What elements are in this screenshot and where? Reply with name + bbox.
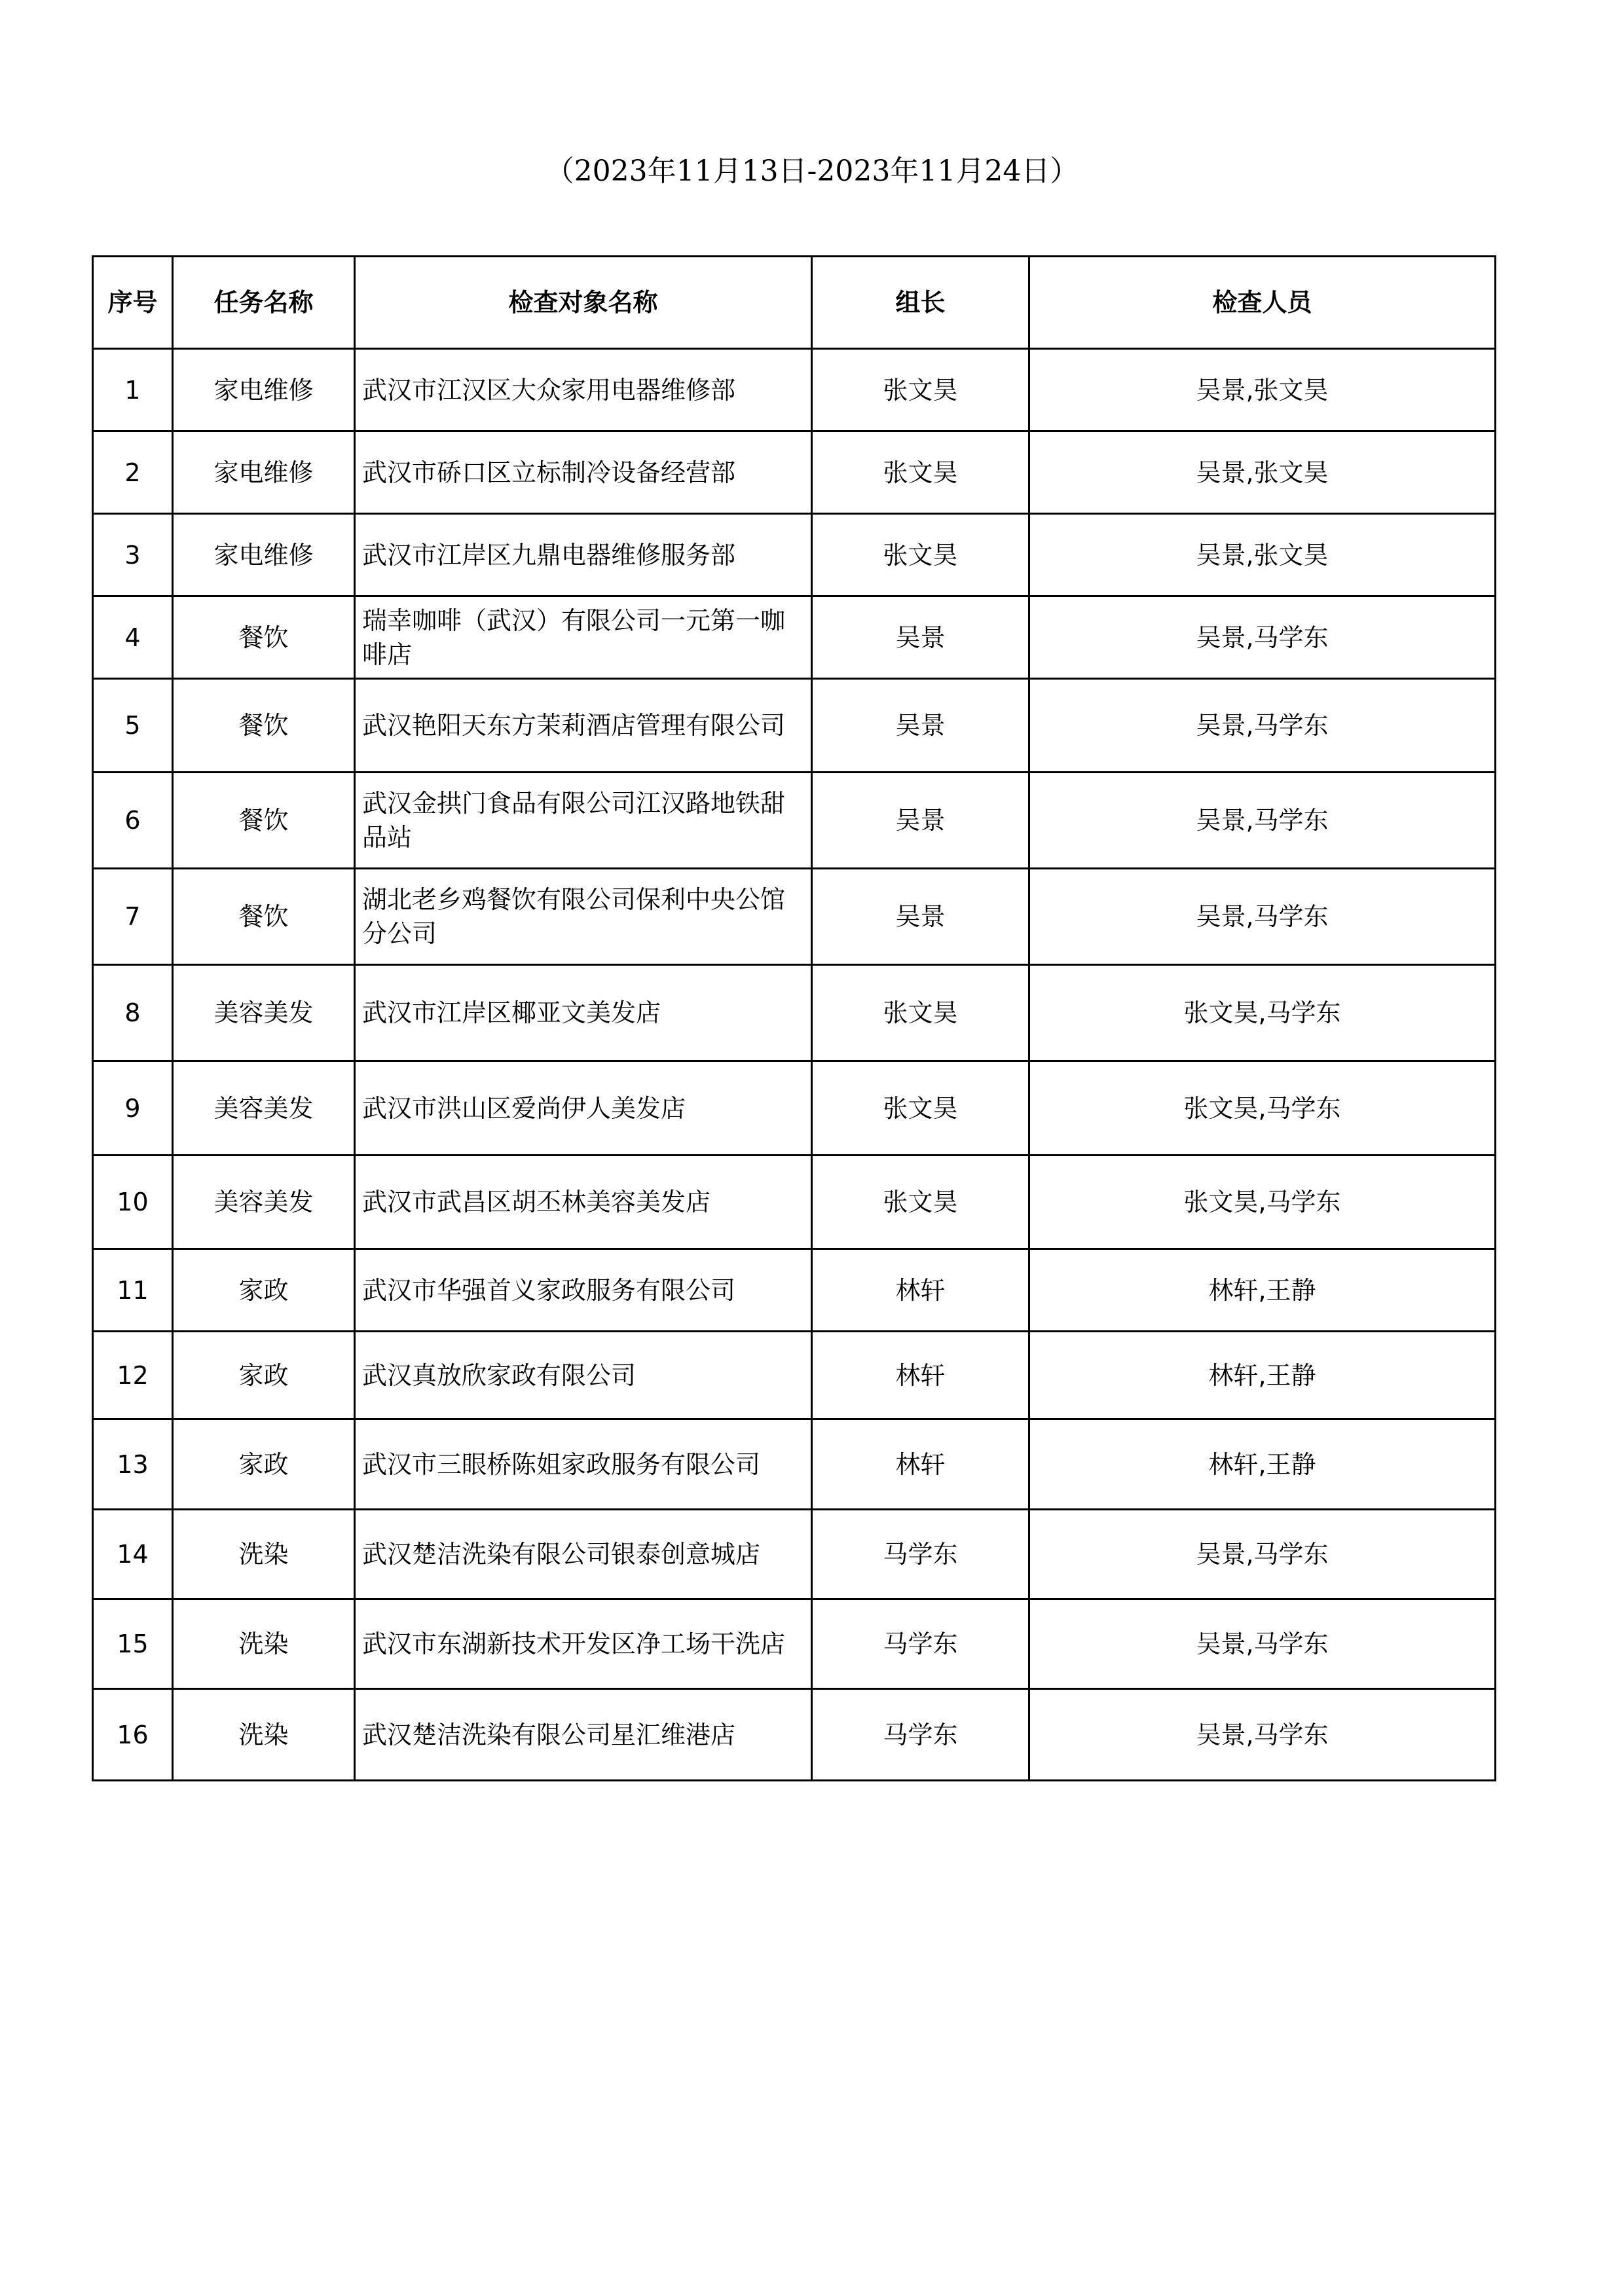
cell-inspectors: 吴景,马学东: [1029, 1599, 1496, 1689]
cell-task: 餐饮: [173, 773, 355, 869]
table-row: [93, 869, 1496, 965]
cell-index: 3: [93, 514, 173, 596]
cell-index: 14: [93, 1510, 173, 1599]
table-row: [93, 1419, 1496, 1510]
cell-task: 家政: [173, 1419, 355, 1510]
cell-inspectors: 林轩,王静: [1029, 1249, 1496, 1332]
cell-index: 11: [93, 1249, 173, 1332]
cell-target: 瑞幸咖啡（武汉）有限公司一元第一咖啡店: [355, 596, 812, 679]
cell-target: 武汉楚洁洗染有限公司星汇维港店: [355, 1689, 812, 1781]
cell-index: 6: [93, 773, 173, 869]
cell-task: 美容美发: [173, 1156, 355, 1249]
cell-leader: 吴景: [812, 773, 1029, 869]
table-row: [93, 1156, 1496, 1249]
cell-leader: 张文昊: [812, 965, 1029, 1061]
header-task: 任务名称: [173, 257, 355, 349]
table-row: [93, 1599, 1496, 1689]
header-index: 序号: [93, 257, 173, 349]
cell-inspectors: 吴景,张文昊: [1029, 349, 1496, 431]
cell-leader: 林轩: [812, 1332, 1029, 1419]
cell-task: 餐饮: [173, 679, 355, 773]
table-row: [93, 1689, 1496, 1781]
cell-inspectors: 吴景,张文昊: [1029, 431, 1496, 514]
cell-task: 餐饮: [173, 596, 355, 679]
cell-inspectors: 吴景,马学东: [1029, 1510, 1496, 1599]
cell-target: 武汉市江岸区九鼎电器维修服务部: [355, 514, 812, 596]
table-row: [93, 1061, 1496, 1156]
cell-target: 武汉市洪山区爱尚伊人美发店: [355, 1061, 812, 1156]
table-header-row: [93, 257, 1496, 349]
table-row: [93, 431, 1496, 514]
header-target: 检查对象名称: [355, 257, 812, 349]
cell-task: 洗染: [173, 1689, 355, 1781]
table-row: [93, 965, 1496, 1061]
cell-target: 武汉金拱门食品有限公司江汉路地铁甜品站: [355, 773, 812, 869]
cell-inspectors: 张文昊,马学东: [1029, 1061, 1496, 1156]
cell-leader: 张文昊: [812, 1156, 1029, 1249]
cell-leader: 马学东: [812, 1599, 1029, 1689]
cell-task: 家电维修: [173, 349, 355, 431]
cell-leader: 张文昊: [812, 1061, 1029, 1156]
cell-index: 5: [93, 679, 173, 773]
cell-target: 武汉市华强首义家政服务有限公司: [355, 1249, 812, 1332]
cell-inspectors: 吴景,马学东: [1029, 596, 1496, 679]
cell-leader: 马学东: [812, 1689, 1029, 1781]
cell-index: 10: [93, 1156, 173, 1249]
cell-leader: 林轩: [812, 1249, 1029, 1332]
cell-index: 8: [93, 965, 173, 1061]
table-row: [93, 773, 1496, 869]
cell-index: 4: [93, 596, 173, 679]
cell-inspectors: 林轩,王静: [1029, 1332, 1496, 1419]
cell-index: 2: [93, 431, 173, 514]
cell-task: 美容美发: [173, 965, 355, 1061]
cell-task: 餐饮: [173, 869, 355, 965]
cell-inspectors: 吴景,马学东: [1029, 773, 1496, 869]
cell-inspectors: 吴景,马学东: [1029, 679, 1496, 773]
cell-target: 武汉艳阳天东方茉莉酒店管理有限公司: [355, 679, 812, 773]
cell-index: 13: [93, 1419, 173, 1510]
cell-task: 家电维修: [173, 514, 355, 596]
cell-target: 武汉市东湖新技术开发区净工场干洗店: [355, 1599, 812, 1689]
cell-leader: 吴景: [812, 679, 1029, 773]
cell-inspectors: 张文昊,马学东: [1029, 965, 1496, 1061]
cell-task: 洗染: [173, 1599, 355, 1689]
cell-target: 武汉真放欣家政有限公司: [355, 1332, 812, 1419]
cell-inspectors: 吴景,马学东: [1029, 1689, 1496, 1781]
cell-task: 美容美发: [173, 1061, 355, 1156]
cell-leader: 吴景: [812, 869, 1029, 965]
cell-inspectors: 林轩,王静: [1029, 1419, 1496, 1510]
cell-target: 武汉市江岸区椰亚文美发店: [355, 965, 812, 1061]
cell-task: 家政: [173, 1332, 355, 1419]
cell-inspectors: 张文昊,马学东: [1029, 1156, 1496, 1249]
cell-target: 武汉市三眼桥陈姐家政服务有限公司: [355, 1419, 812, 1510]
date-range-heading: （2023年11月13日-2023年11月24日）: [545, 155, 1079, 188]
cell-target: 武汉楚洁洗染有限公司银泰创意城店: [355, 1510, 812, 1599]
cell-index: 15: [93, 1599, 173, 1689]
cell-index: 9: [93, 1061, 173, 1156]
cell-inspectors: 吴景,马学东: [1029, 869, 1496, 965]
cell-index: 7: [93, 869, 173, 965]
table-row: [93, 679, 1496, 773]
cell-index: 12: [93, 1332, 173, 1419]
cell-leader: 张文昊: [812, 514, 1029, 596]
cell-leader: 张文昊: [812, 431, 1029, 514]
cell-leader: 马学东: [812, 1510, 1029, 1599]
header-leader: 组长: [812, 257, 1029, 349]
inspection-table: [92, 255, 1496, 1781]
cell-index: 1: [93, 349, 173, 431]
cell-inspectors: 吴景,张文昊: [1029, 514, 1496, 596]
table-row: [93, 1249, 1496, 1332]
table-row: [93, 1510, 1496, 1599]
cell-target: 武汉市硚口区立标制冷设备经营部: [355, 431, 812, 514]
table-row: [93, 596, 1496, 679]
cell-target: 湖北老乡鸡餐饮有限公司保利中央公馆分公司: [355, 869, 812, 965]
table-row: [93, 349, 1496, 431]
cell-leader: 吴景: [812, 596, 1029, 679]
table-row: [93, 514, 1496, 596]
cell-task: 家电维修: [173, 431, 355, 514]
cell-target: 武汉市江汉区大众家用电器维修部: [355, 349, 812, 431]
cell-leader: 张文昊: [812, 349, 1029, 431]
cell-task: 洗染: [173, 1510, 355, 1599]
cell-leader: 林轩: [812, 1419, 1029, 1510]
header-inspectors: 检查人员: [1029, 257, 1496, 349]
table-row: [93, 1332, 1496, 1419]
cell-task: 家政: [173, 1249, 355, 1332]
cell-index: 16: [93, 1689, 173, 1781]
cell-target: 武汉市武昌区胡丕林美容美发店: [355, 1156, 812, 1249]
